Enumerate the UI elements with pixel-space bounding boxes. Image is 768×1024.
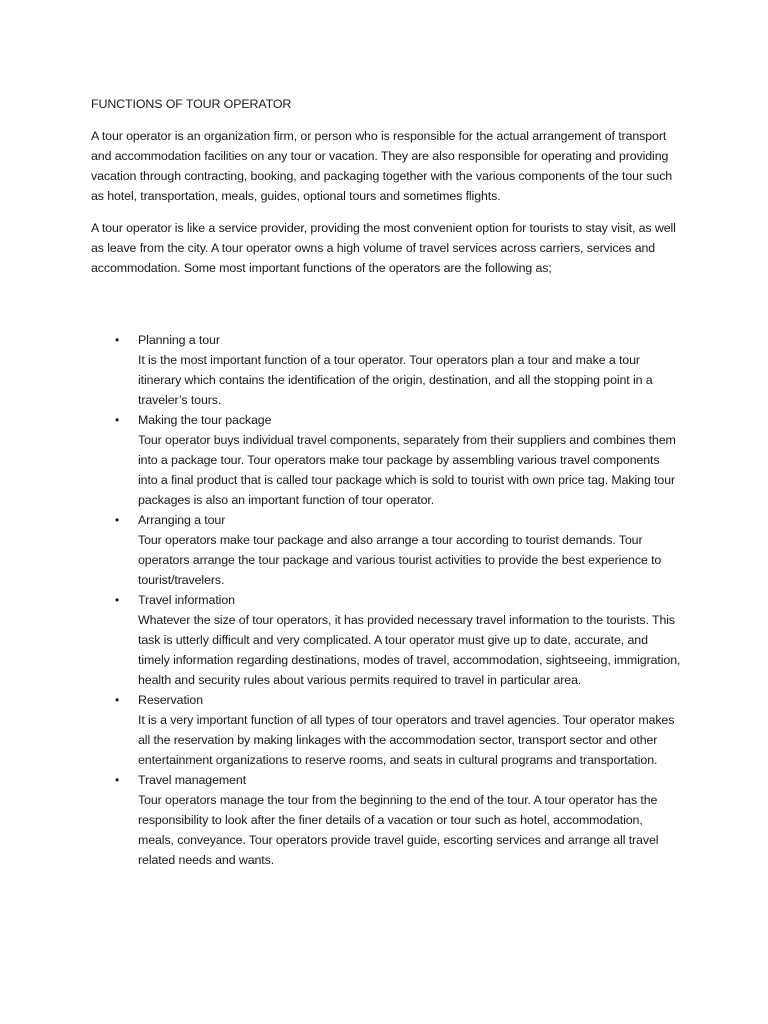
list-item-description: It is a very important function of all types of tour operators and travel agencies. Tour operator makes all the reservation by making linkages with the accommodation sector, transport sector and other entertainment organizations to reserve rooms, and seats in cultural programs and transportation. [138,713,675,767]
list-item-package [91,410,681,510]
bullet-icon: • [115,593,120,607]
list-item-description: Tour operators manage the tour from the beginning to the end of the tour. A tour operator has the responsibility to look after the finer details of a vacation or tour such as hotel, accommodation, meals, conveyance. Tour operators provide travel guide, escorting services and arrange all travel related needs and wants. [138,793,659,867]
document-title: FUNCTIONS OF TOUR OPERATOR [91,97,292,111]
list-item-description: Tour operators make tour package and also arrange a tour according to tourist demands. Tour operators arrange the tour package and various tourist activities to provide the best experience to tourist/travelers. [138,533,662,587]
list-item-title: Reservation [138,693,204,707]
bullet-icon: • [115,333,120,347]
list-item-title: Making the tour package [138,413,272,427]
list-item-reservation [91,690,681,770]
bullet-icon: • [115,513,120,527]
list-item-title: Planning a tour [138,333,220,347]
document-page [91,94,681,870]
list-item-description: Whatever the size of tour operators, it has provided necessary travel information to the tourists. This task is utterly difficult and very complicated. A tour operator must give up to date, accurate, and timely information regarding destinations, modes of travel, accommodation, sightseeing, immigration, health and security rules about various permits required to travel in particular area. [138,613,681,687]
intro-paragraph: A tour operator is an organization firm, or person who is responsible for the actual arrangement of transport and accommodation facilities on any tour or vacation. They are also responsible for operating and providing vacation through contracting, booking, and packaging together with the various components of the tour such as hotel, transportation, meals, guides, optional tours and sometimes flights. [91,129,673,203]
blank-space [91,290,681,330]
list-item-title: Travel information [138,593,235,607]
list-item-management [91,770,681,870]
list-item-information [91,590,681,690]
bullet-icon: • [115,693,120,707]
list-item-planning [91,330,681,410]
functions-intro-paragraph: A tour operator is like a service provider, providing the most convenient option for tourists to stay visit, as well as leave from the city. A tour operator owns a high volume of travel services across carriers, services and accommodation. Some most important functions of the operators are the following as; [91,221,676,275]
bullet-icon: • [115,773,120,787]
list-item-title: Travel management [138,773,247,787]
list-item-title: Arranging a tour [138,513,226,527]
list-item-description: It is the most important function of a tour operator. Tour operators plan a tour and make a tour itinerary which contains the identification of the origin, destination, and all the stopping point in a traveler’s tours. [138,353,653,407]
functions-list [91,330,681,870]
bullet-icon: • [115,413,120,427]
list-item-description: Tour operator buys individual travel components, separately from their suppliers and combines them into a package tour. Tour operators make tour package by assembling various travel components into a final product that is called tour package which is sold to tourist with own price tag. Making tour packages is also an important function of tour operator. [138,433,676,507]
list-item-arranging [91,510,681,590]
